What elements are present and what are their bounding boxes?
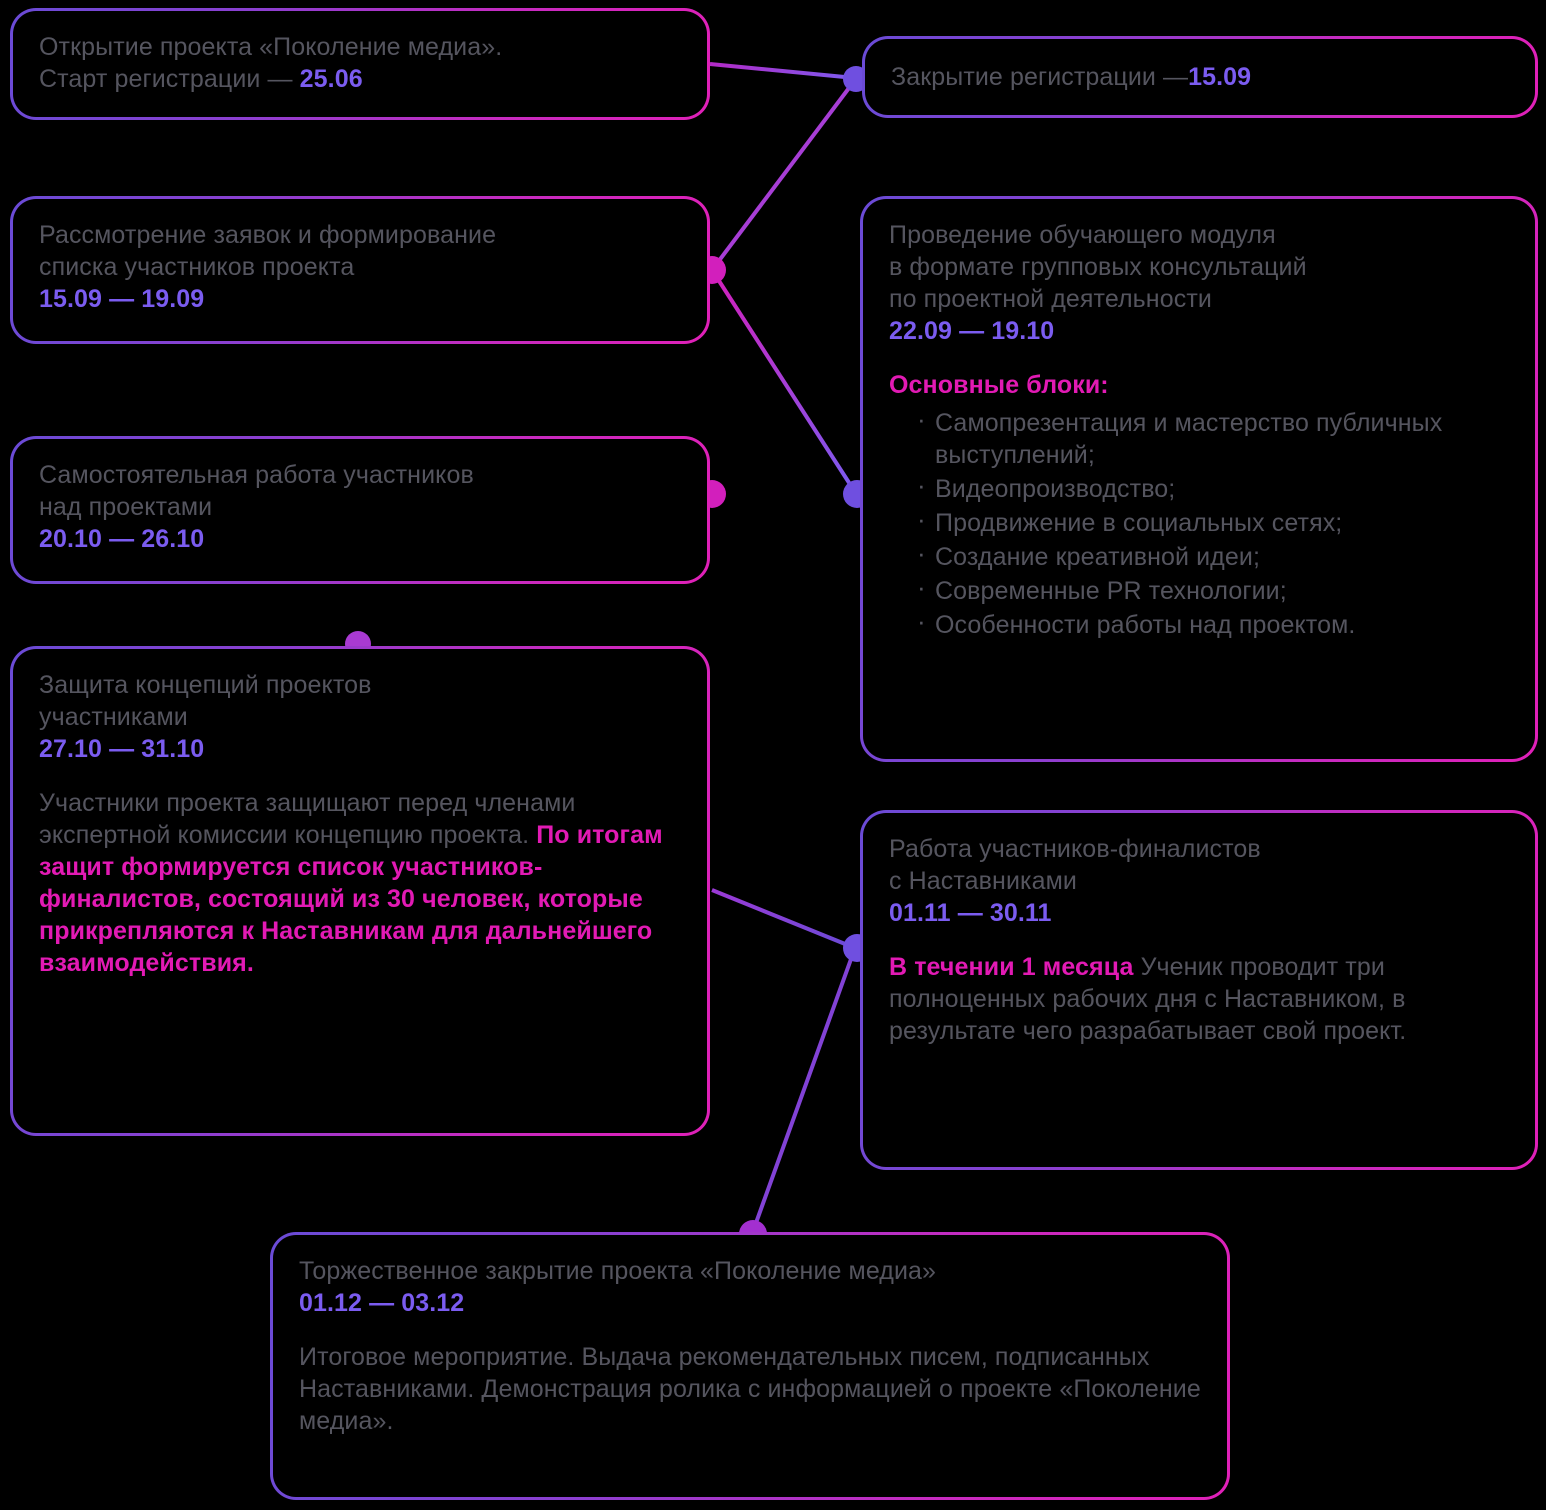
node-registration-close[interactable] — [862, 36, 1538, 118]
node-self-work[interactable] — [10, 436, 710, 584]
node-review-date: 15.09 — 19.09 — [39, 285, 205, 313]
spacer — [889, 347, 1509, 369]
node-module-blocks-list — [889, 407, 1509, 641]
node-concept-defense[interactable] — [10, 646, 710, 1136]
list-item: · Самопрезентация и мастерство публичных выступлений; — [915, 407, 1509, 471]
node-defense-body-accent: По итогам защит формируется список участников-финалистов, состоящий из 30 человек, которые прикрепляются к Наставникам для дальнейшего взаимодействия. — [39, 821, 663, 977]
node-mentors-line2: с Наставниками — [889, 867, 1077, 895]
node-project-closing[interactable] — [270, 1232, 1230, 1500]
node-module-line1: Проведение обучающего модуля — [889, 221, 1276, 249]
node-close-prefix: Закрытие регистрации — — [891, 63, 1189, 91]
node-training-module[interactable] — [860, 196, 1538, 762]
node-module-line3: по проектной деятельности — [889, 285, 1212, 313]
node-final-body: Итоговое мероприятие. Выдача рекомендательных писем, подписанных Наставниками. Демонстрация ролика с информацией о проекте «Поколение медиа». — [299, 1343, 1201, 1435]
node-module-date: 22.09 — 19.10 — [889, 317, 1055, 345]
node-defense-line2: участниками — [39, 703, 188, 731]
node-self-line2: над проектами — [39, 493, 213, 521]
node-open-line2-prefix: Старт регистрации — — [39, 65, 300, 93]
node-review-line1: Рассмотрение заявок и формирование — [39, 221, 497, 249]
node-mentors-work[interactable] — [860, 810, 1538, 1170]
node-review-line2: списка участников проекта — [39, 253, 355, 281]
node-self-date: 20.10 — 26.10 — [39, 525, 205, 553]
node-self-line1: Самостоятельная работа участников — [39, 461, 474, 489]
node-open-line1: Открытие проекта «Поколение медиа». — [39, 33, 503, 61]
node-defense-date: 27.10 — 31.10 — [39, 735, 205, 763]
list-item: · Создание креативной идеи; — [915, 541, 1509, 573]
list-item: · Современные PR технологии; — [915, 575, 1509, 607]
spacer — [299, 1319, 1201, 1341]
node-final-date: 01.12 — 03.12 — [299, 1289, 465, 1317]
node-open-date: 25.06 — [299, 65, 363, 93]
node-applications-review[interactable] — [10, 196, 710, 344]
node-mentors-date: 01.11 — 30.11 — [889, 899, 1052, 927]
node-defense-body-plain: Участники проекта защищают перед членами экспертной комиссии концепцию проекта. — [39, 789, 576, 849]
node-mentors-body-plain: Ученик проводит три полноценных рабочих дня с Наставником, в результате чего разрабатывает свой проект. — [889, 953, 1407, 1045]
node-mentors-body-accent: В течении 1 месяца — [889, 953, 1141, 981]
node-mentors-line1: Работа участников-финалистов — [889, 835, 1261, 863]
node-module-line2: в формате групповых консультаций — [889, 253, 1307, 281]
list-item: · Видеопроизводство; — [915, 473, 1509, 505]
node-open-line2 — [39, 63, 681, 95]
node-project-opening[interactable] — [10, 8, 710, 120]
node-module-blocks-title: Основные блоки: — [889, 371, 1109, 399]
node-defense-line1: Защита концепций проектов — [39, 671, 372, 699]
node-final-line1: Торжественное закрытие проекта «Поколение медиа» — [299, 1257, 937, 1285]
spacer — [889, 929, 1509, 951]
spacer — [39, 765, 681, 787]
list-item: · Особенности работы над проектом. — [915, 609, 1509, 641]
node-close-date: 15.09 — [1188, 63, 1252, 91]
list-item: · Продвижение в социальных сетях; — [915, 507, 1509, 539]
